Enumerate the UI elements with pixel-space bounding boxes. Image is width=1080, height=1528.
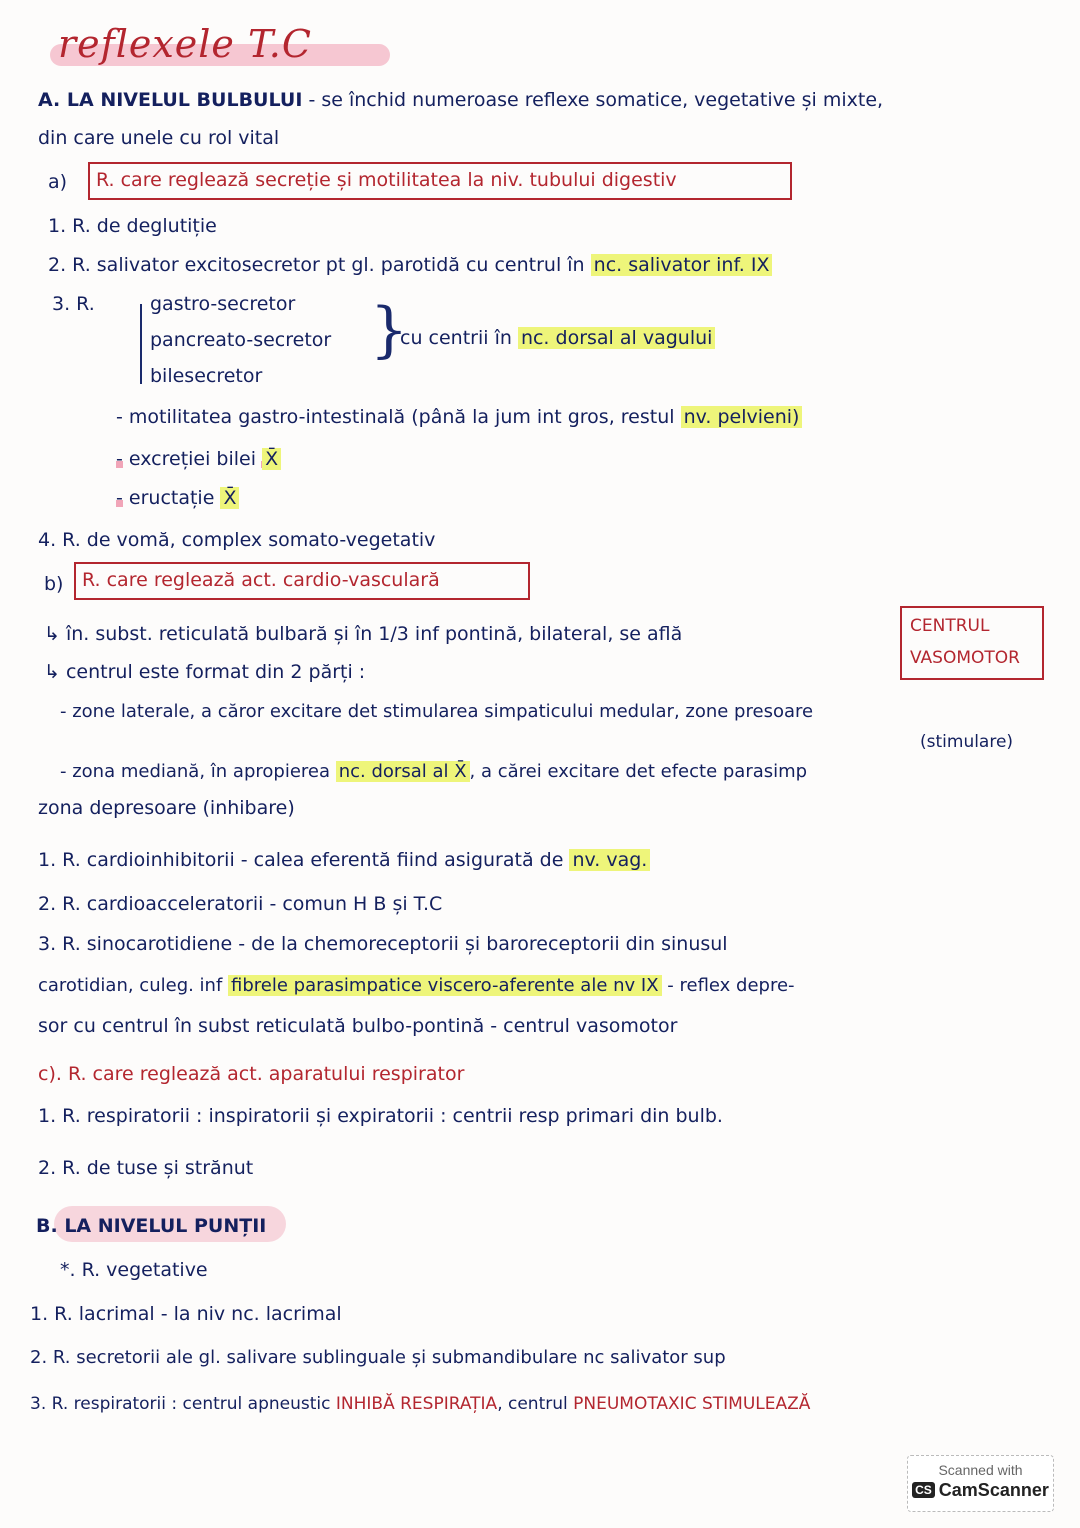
section-b-heading-text: B. LA NIVELUL PUNȚII: [36, 1215, 267, 1237]
c-item-1-name: R. respiratorii: [62, 1105, 190, 1127]
c-item-2-num: 2.: [38, 1157, 63, 1179]
b-item-3-line2-pre: carotidian, culeg. inf: [38, 975, 229, 996]
camscanner-stamp: [907, 1455, 1054, 1512]
section-b-item-2-name: R. secretorii: [52, 1347, 161, 1368]
section-b-item-2-post: ale gl. salivare sublinguale și submandibulare nc salivator sup: [160, 1347, 726, 1368]
zone-2-highlight: nc. dorsal al X̄: [336, 761, 470, 782]
section-b-item-1-num: 1.: [30, 1303, 55, 1325]
b-item-3-line3: sor cu centrul în subst reticulată bulbo-pontină - centrul vasomotor: [38, 1015, 678, 1037]
c-item-2-name: R. de tuse și strănut: [62, 1157, 254, 1179]
section-b-item-3-mid: centrul apneustic: [177, 1394, 336, 1414]
b-item-3-line2: [38, 974, 795, 998]
item-3-brace-text: [400, 326, 715, 350]
b-item-3: [38, 932, 728, 956]
zone-2-post: , a cărei excitare det efecte parasimp: [469, 761, 808, 782]
item-2-text: 2. R. salivator excitosecretor pt gl. parotidă cu centrul în: [48, 254, 591, 276]
dash-1-highlight: nv. pelvieni): [681, 406, 803, 428]
zone-1: - zone laterale, a căror excitare det stimularea simpaticului medular, zone presoare: [60, 701, 814, 722]
dash-1: [116, 405, 802, 429]
dash-3: [116, 486, 239, 510]
zone-1-b: (stimulare): [920, 732, 1014, 752]
b-item-1-mid: - calea eferentă fiind asigurată de: [234, 849, 570, 871]
section-a-intro-line2: din care unele cu rol vital: [38, 127, 280, 149]
b-item-1-name: R. cardioinhibitorii: [62, 849, 235, 871]
item-2-highlight: nc. salivator inf. IX: [591, 254, 773, 276]
c-item-1-num: 1.: [38, 1105, 63, 1127]
section-b-item-3-red-1: INHIBĂ RESPIRAȚIA: [335, 1394, 498, 1414]
zone-2-cont: zona depresoare (inhibare): [38, 797, 295, 819]
dash-1-text: - motilitatea gastro-intestinală (până la jum int gros, restul: [116, 406, 681, 428]
item-1: [48, 214, 217, 238]
item-3-label: 3. R.: [52, 293, 95, 315]
c-item-1-post: : inspiratorii și expiratorii : centrii resp primari din bulb.: [190, 1105, 723, 1127]
b-item-2-num: 2.: [38, 893, 63, 915]
a-box-text: R. care reglează secreție și motilitatea la niv. tubului digestiv: [96, 169, 677, 191]
item-3-list-2: bilesecretor: [150, 365, 263, 387]
dash-2: [116, 447, 281, 471]
b-item-2-name: R. cardioacceleratorii: [62, 893, 264, 915]
item-3-arrow: [140, 304, 142, 384]
b-label: b): [44, 573, 64, 595]
item-3-list-1: pancreato-secretor: [150, 329, 332, 351]
zone-2-pre: - zona mediană, în apropierea: [60, 761, 336, 782]
centrul-line-2: VASOMOTOR: [910, 648, 1020, 668]
b-item-2-post: - comun H B și T.C: [263, 893, 443, 915]
b-box-text: R. care reglează act. cardio-vasculară: [82, 569, 440, 591]
b-item-3-post: - de la chemoreceptorii și baroreceptorii din sinusul: [232, 933, 728, 955]
camscanner-logo-icon: CS: [912, 1482, 935, 1498]
a-label: a): [48, 171, 68, 193]
dash-3-highlight: X̄: [220, 487, 239, 509]
b-item-1: [38, 848, 650, 872]
section-b-item-2-num: 2.: [30, 1347, 53, 1368]
section-b-sub: *. R. vegetative: [60, 1259, 208, 1281]
section-b-item-2: [30, 1346, 726, 1370]
b-item-3-name: R. sinocarotidiene: [62, 933, 233, 955]
b-item-1-num: 1.: [38, 849, 63, 871]
c-item-1: [38, 1104, 723, 1128]
dash-2-highlight: X̄: [262, 448, 281, 470]
arrow-1: ↳ în. subst. reticulată bulbară și în 1/3 inf pontină, bilateral, se află: [44, 623, 683, 645]
section-a-heading-line: [38, 88, 883, 112]
section-b-item-1: [30, 1302, 342, 1326]
stamp-line-1: Scanned with: [938, 1462, 1023, 1478]
b-item-2: [38, 892, 442, 916]
page-title: reflexele T.C: [58, 22, 312, 66]
c-item-2: [38, 1156, 253, 1180]
item-4: 4. R. de vomă, complex somato-vegetativ: [38, 529, 436, 551]
section-b-item-1-name: R. lacrimal: [54, 1303, 155, 1325]
item-3-brace-pre: cu centrii în: [400, 327, 518, 349]
item-3-brace: }: [370, 295, 409, 365]
b-item-1-highlight: nv. vag.: [569, 849, 650, 871]
b-item-3-line2-highlight: fibrele parasimpatice viscero-aferente ale nv IX: [228, 975, 662, 996]
centrul-line-1: CENTRUL: [910, 616, 990, 636]
zone-2: [60, 760, 807, 784]
dash-2-text: - excreției bilei: [116, 448, 263, 470]
section-b-item-1-post: - la niv nc. lacrimal: [154, 1303, 342, 1325]
section-a-heading: A. LA NIVELUL BULBULUI: [38, 89, 303, 111]
item-3-brace-highlight: nc. dorsal al vagului: [518, 327, 715, 349]
section-b-heading: [36, 1214, 266, 1238]
item-2: [48, 253, 772, 277]
b-item-3-line2-post: - reflex depre-: [661, 975, 795, 996]
b-item-3-num: 3.: [38, 933, 63, 955]
item-3-list-0: gastro-secretor: [150, 293, 296, 315]
section-a-intro: - se închid numeroase reflexe somatice, vegetative și mixte,: [302, 89, 884, 111]
stamp-brand: CamScanner: [938, 1480, 1049, 1500]
section-b-item-3-num: 3.: [30, 1394, 52, 1414]
section-b-item-3-red-2: PNEUMOTAXIC STIMULEAZĂ: [573, 1394, 811, 1414]
dash-3-text: - eructație: [116, 487, 221, 509]
c-heading: c). R. care reglează act. aparatului respirator: [38, 1063, 465, 1085]
section-b-item-3: [30, 1392, 810, 1416]
stamp-line-2: [908, 1480, 1053, 1501]
arrow-2: ↳ centrul este format din 2 părți :: [44, 661, 366, 683]
item-1-text: 1. R. de deglutiție: [48, 215, 217, 237]
section-b-item-3-name: R. respiratorii :: [51, 1394, 178, 1414]
section-b-item-3-mid-2: , centrul: [497, 1394, 574, 1414]
